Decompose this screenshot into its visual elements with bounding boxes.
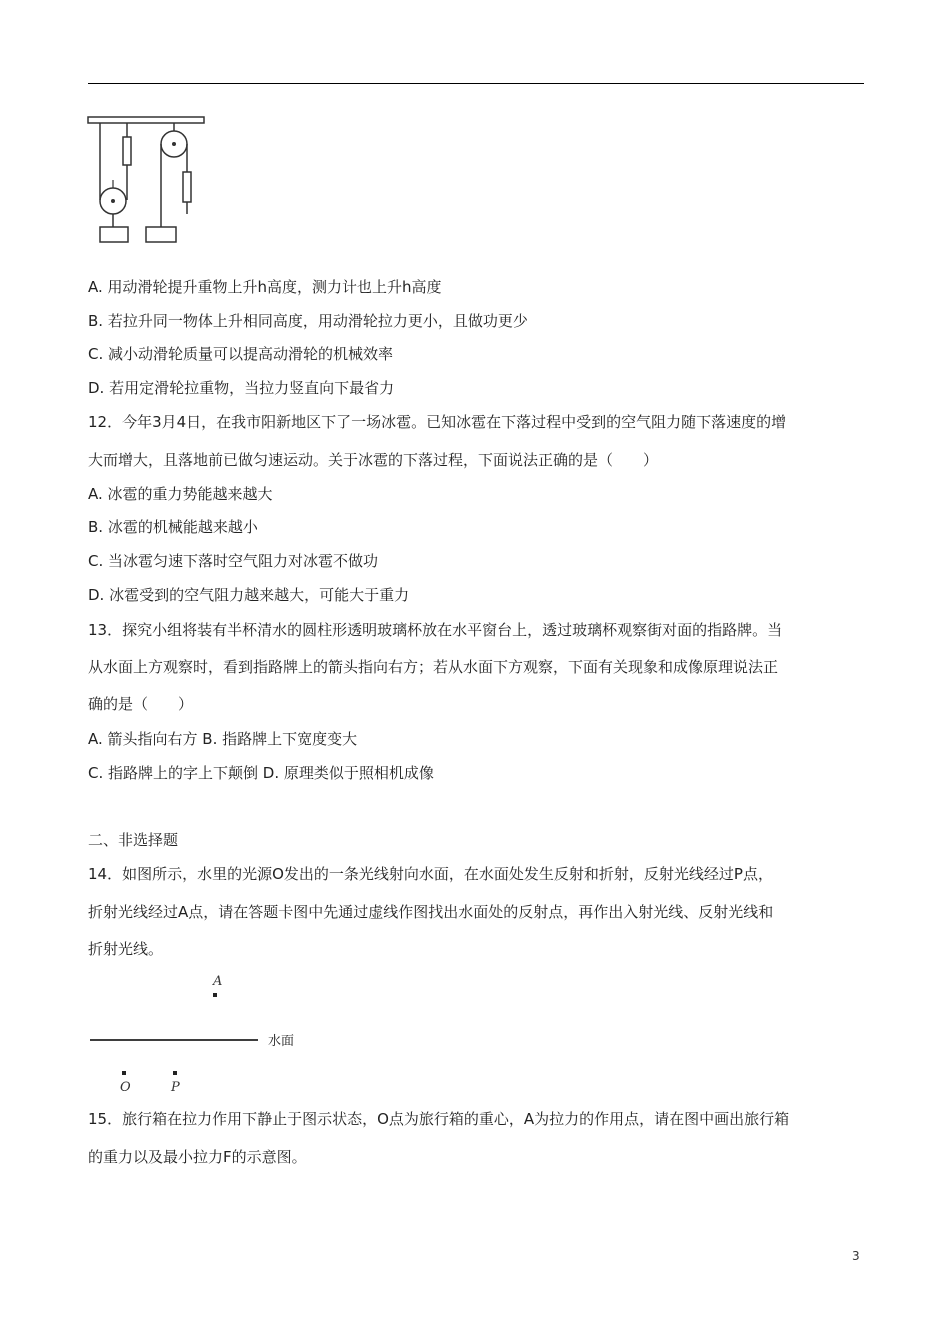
q12-option-d: D. 冰雹受到的空气阻力越来越大，可能大于重力 (88, 586, 410, 604)
pulley-figure (86, 114, 210, 246)
q11-option-c: C. 减小动滑轮质量可以提高动滑轮的机械效率 (88, 345, 394, 363)
page-number: 3 (852, 1249, 860, 1263)
point-a-marker (213, 993, 217, 997)
q13-stem-line1: 13．探究小组将装有半杯清水的圆柱形透明玻璃杯放在水平窗台上，透过玻璃杯观察街对面的指路牌。当 (88, 621, 783, 639)
q13-stem-line2: 从水面上方观察时，看到指路牌上的箭头指向右方；若从水面下方观察，下面有关现象和成像原理说法正 (88, 658, 779, 676)
header-rule (88, 83, 864, 84)
q12-stem-line2: 大而增大，且落地前已做匀速运动。关于冰雹的下落过程，下面说法正确的是（ ） (88, 451, 659, 469)
q15-line2: 的重力以及最小拉力F的示意图。 (88, 1148, 307, 1166)
point-p-marker (173, 1071, 177, 1075)
q12-option-a: A. 冰雹的重力势能越来越大 (88, 485, 273, 503)
q13-options-ab: A. 箭头指向右方 B. 指路牌上下宽度变大 (88, 730, 358, 748)
q14-line3: 折射光线。 (88, 940, 164, 958)
point-p-label: P (171, 1080, 180, 1095)
q13-stem-line3: 确的是（ ） (88, 695, 194, 713)
q13-options-cd: C. 指路牌上的字上下颠倒 D. 原理类似于照相机成像 (88, 764, 434, 782)
q14-line2: 折射光线经过A点，请在答题卡图中先通过虚线作图找出水面处的反射点，再作出入射光线、反射光线和 (88, 903, 774, 921)
q12-option-c: C. 当冰雹匀速下落时空气阻力对冰雹不做功 (88, 552, 379, 570)
water-surface-label: 水面 (268, 1034, 295, 1049)
q11-option-b: B. 若拉升同一物体上升相同高度，用动滑轮拉力更小，且做功更少 (88, 312, 528, 330)
water-surface-figure (86, 968, 326, 1098)
q14-line1: 14．如图所示，水里的光源O发出的一条光线射向水面，在水面处发生反射和折射，反射光线经过P点， (88, 865, 773, 883)
section-title: 二、非选择题 (88, 831, 179, 849)
point-a-label: A (213, 974, 223, 989)
q12-stem-line1: 12．今年3月4日，在我市阳新地区下了一场冰雹。已知冰雹在下落过程中受到的空气阻力随下落速度的增 (88, 413, 787, 431)
q15-line1: 15．旅行箱在拉力作用下静止于图示状态，O点为旅行箱的重心，A为拉力的作用点，请在图中画出旅行箱 (88, 1110, 790, 1128)
q12-option-b: B. 冰雹的机械能越来越小 (88, 518, 258, 536)
q11-option-d: D. 若用定滑轮拉重物，当拉力竖直向下最省力 (88, 379, 395, 397)
point-o-marker (122, 1071, 126, 1075)
point-o-label: O (120, 1080, 131, 1095)
q11-option-a: A. 用动滑轮提升重物上升h高度，测力计也上升h高度 (88, 278, 442, 296)
